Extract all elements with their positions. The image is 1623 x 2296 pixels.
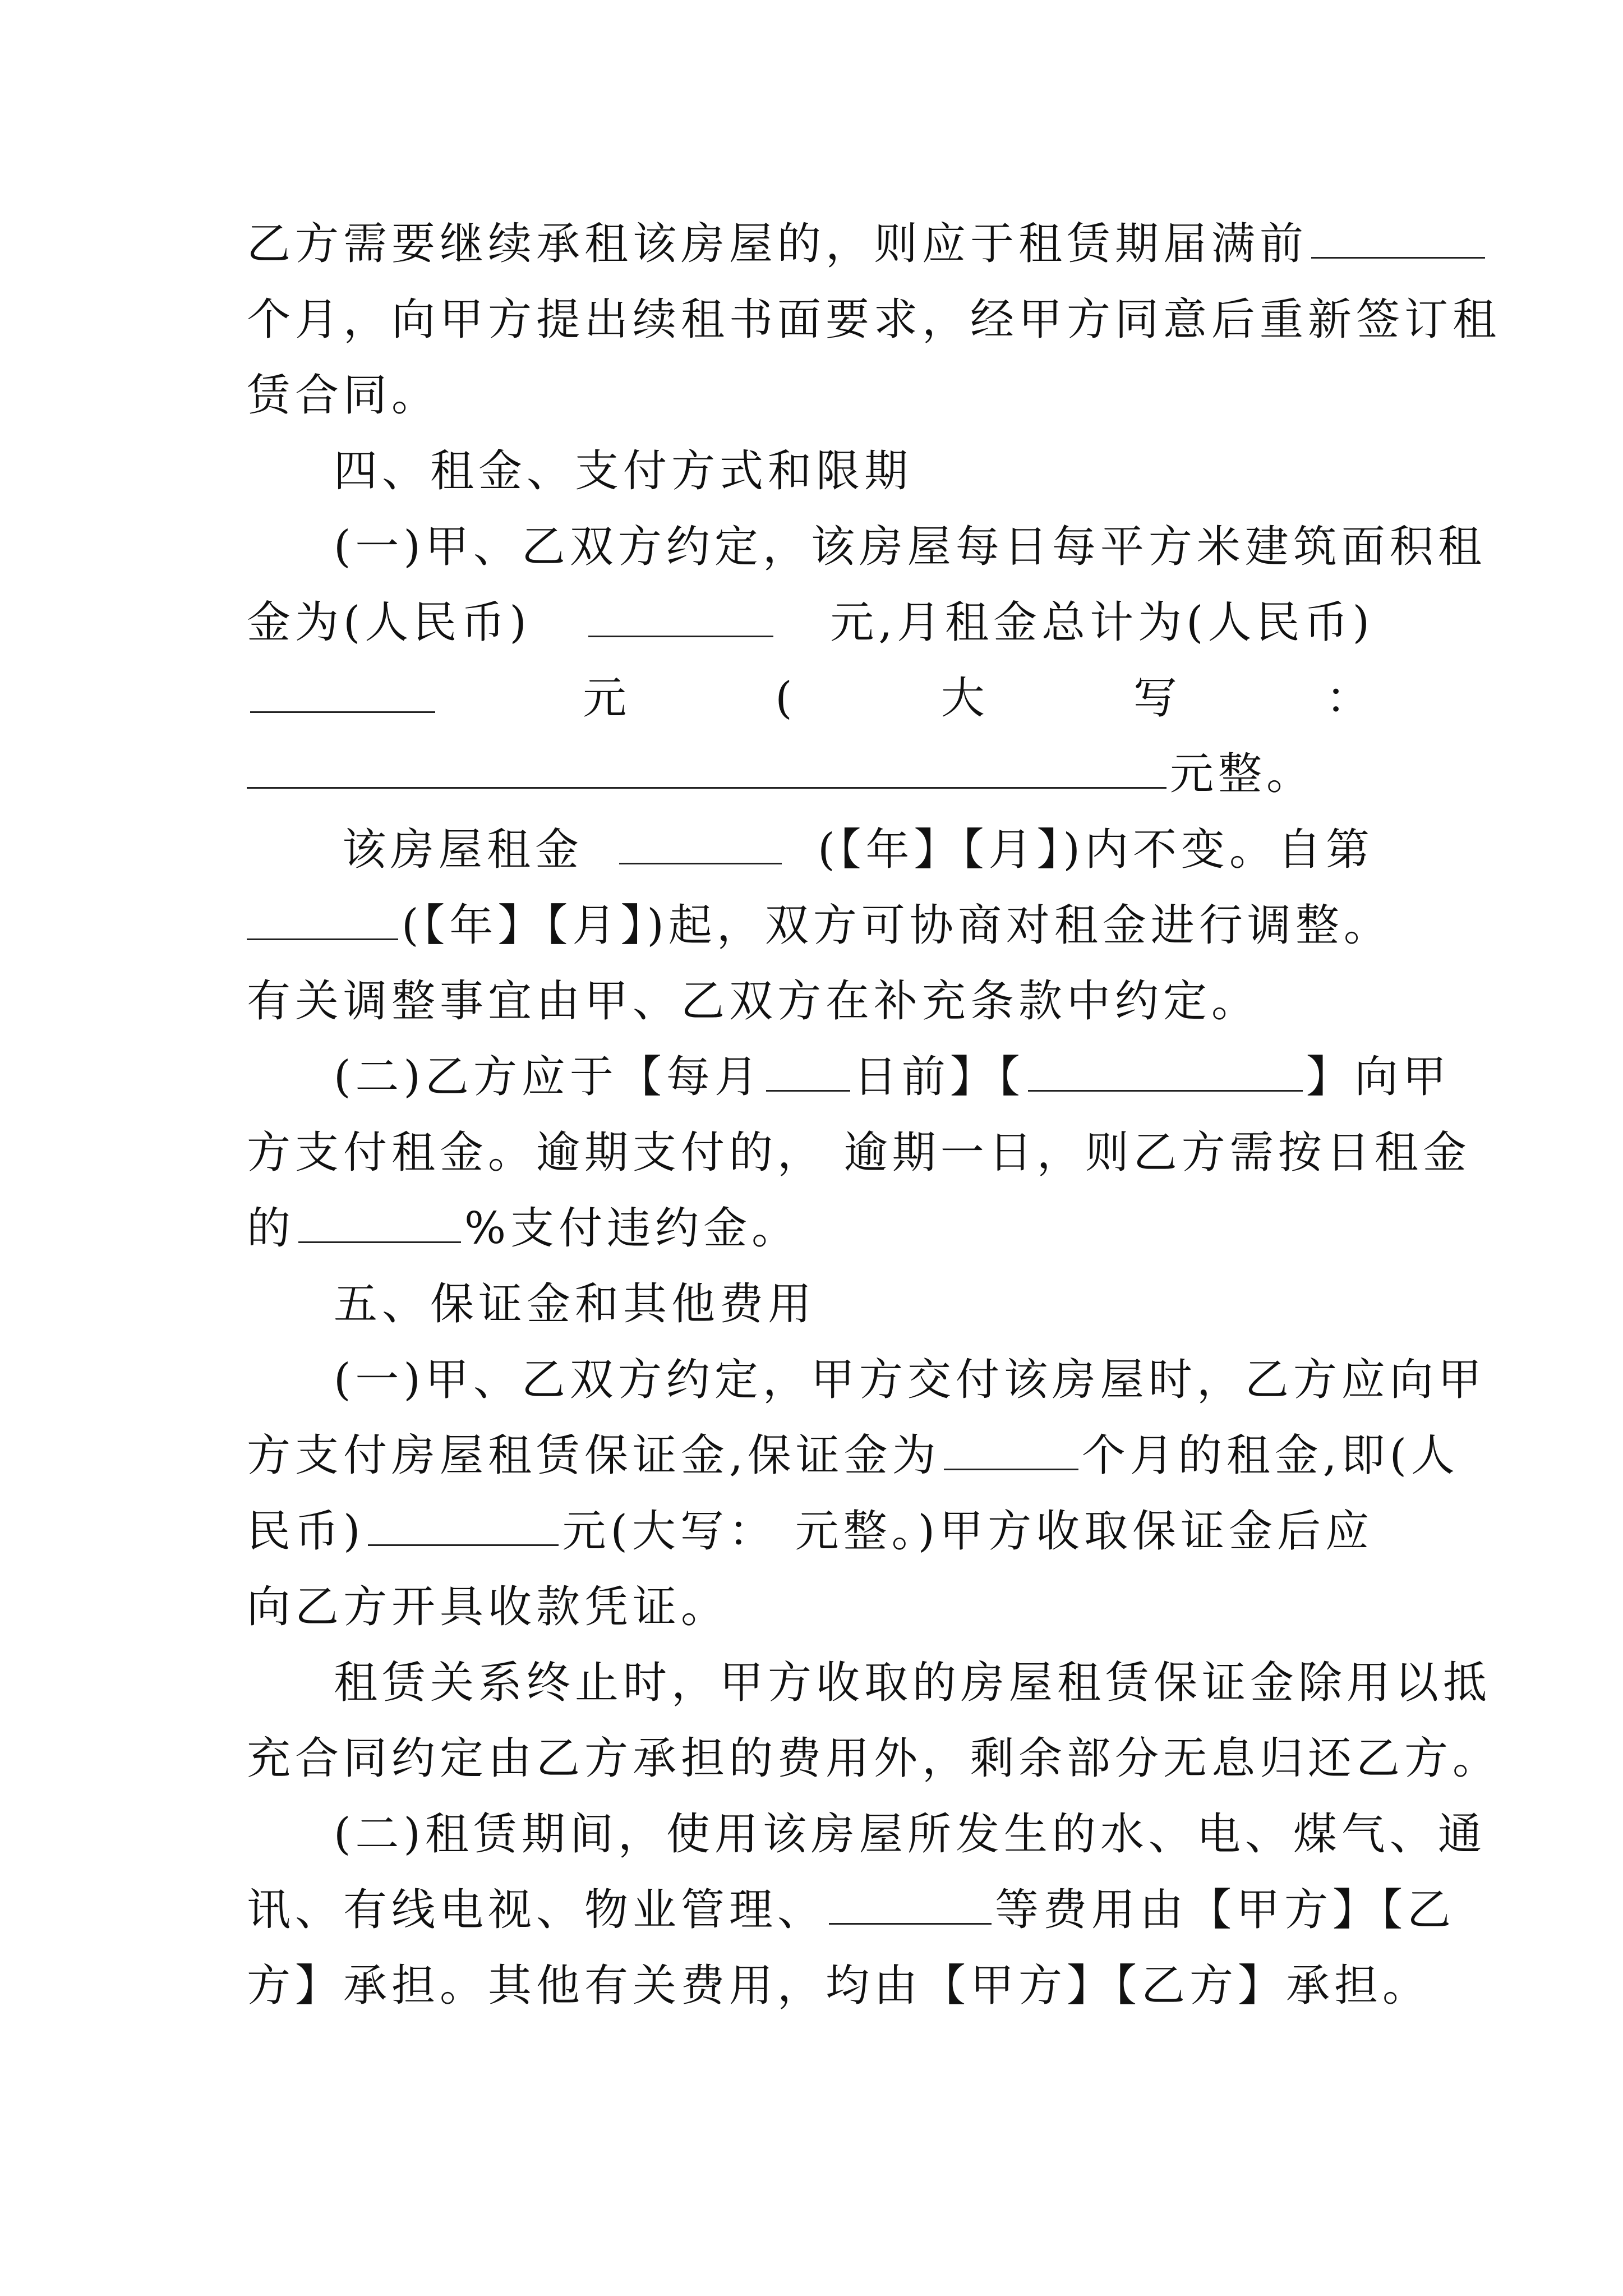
text: (二)租赁期间，使用该房屋所发生的水、电、煤气、通: [334, 1809, 1486, 1860]
rent-fixed-period-line-1: [342, 811, 1374, 889]
payment-other-blank: [1028, 1090, 1303, 1092]
section-heading-deposit: [334, 1265, 1374, 1343]
rent-clause-line-1: [334, 508, 1486, 586]
text: 】向甲: [1306, 1052, 1451, 1102]
text: 民币): [247, 1506, 365, 1557]
fixed-period-blank: [619, 863, 782, 864]
fees-clause-line-1: [334, 1795, 1486, 1874]
deposit-return-line-2: [247, 1719, 1501, 1798]
text: 方支付租金。逾期支付的， 逾期一日，则乙方需按日租金: [247, 1128, 1471, 1178]
text: (【年】【月】)起，双方可协商对租金进行调整。: [402, 900, 1392, 951]
text: 该房屋租金: [342, 825, 584, 875]
text: 租赁关系终止时，甲方收取的房屋租赁保证金除用以抵: [334, 1658, 1492, 1708]
text: (二)乙方应于【每月: [334, 1052, 763, 1102]
text: 金为(人民币): [247, 597, 531, 648]
penalty-percent-blank: [298, 1241, 461, 1243]
payment-clause-line-1: [334, 1038, 1451, 1116]
payment-clause-line-3: [247, 1189, 1374, 1268]
renewal-notice-line-2: [247, 280, 1501, 359]
text: 方】承担。其他有关费用，均由【甲方】【乙方】承担。: [247, 1961, 1431, 2011]
rent-in-words-blank: [247, 787, 1166, 789]
deposit-clause-line-3: [247, 1492, 1374, 1571]
text: 日前】【: [853, 1052, 1025, 1102]
heading-text: 四、租金、支付方式和限期: [334, 446, 913, 496]
renewal-notice-line-1: [247, 205, 1374, 283]
rent-fixed-period-line-2: [247, 886, 1392, 965]
text: 有关调整事宜由甲、乙双方在补充条款中约定。: [247, 976, 1260, 1027]
text: 元整。: [1170, 749, 1315, 799]
text: 赁合同。: [247, 370, 440, 421]
monthly-rent-blank: [250, 711, 435, 713]
payment-day-blank: [766, 1090, 850, 1092]
text: ：: [1325, 673, 1374, 724]
renewal-notice-line-3: [247, 356, 1374, 435]
deposit-clause-line-4: [247, 1568, 1374, 1646]
text: 讯、有线电视、物业管理、: [247, 1885, 826, 1935]
text: 个月的租金,即(人: [1081, 1430, 1460, 1481]
text: %支付违约金。: [464, 1203, 800, 1254]
renewal-months-blank: [1311, 257, 1485, 259]
text: (一)甲、乙双方约定，甲方交付该房屋时，乙方应向甲: [334, 1355, 1486, 1405]
text: 等费用由【甲方】【乙: [995, 1885, 1456, 1935]
rent-clause-line-3: [247, 659, 1374, 738]
text: 乙方需要继续承租该房屋的，则应于租赁期届满前: [247, 219, 1308, 269]
daily-rent-blank: [588, 636, 773, 637]
deposit-clause-line-2: [247, 1416, 1460, 1495]
fees-clause-line-2: [247, 1871, 1456, 1949]
text: 向乙方开具收款凭证。: [247, 1582, 730, 1632]
section-heading-rent: [334, 432, 1374, 510]
text: 写: [1133, 673, 1182, 724]
payment-clause-line-2: [247, 1114, 1471, 1192]
text: 元(大写： 元整。)甲方收取保证金后应: [562, 1506, 1374, 1557]
fees-clause-line-3: [247, 1947, 1431, 2025]
deposit-clause-line-1: [334, 1341, 1486, 1419]
text: 充合同约定由乙方承担的费用外，剩余部分无息归还乙方。: [247, 1733, 1501, 1784]
rent-clause-line-4: [247, 735, 1374, 813]
text: 的: [247, 1203, 296, 1254]
deposit-amount-blank: [368, 1544, 559, 1546]
text: (一)甲、乙双方约定，该房屋每日每平方米建筑面积租: [334, 522, 1486, 572]
text: 元: [583, 673, 631, 724]
rent-clause-line-2: [247, 583, 1374, 662]
text: 大: [940, 673, 989, 724]
other-fees-blank: [829, 1923, 992, 1925]
adjust-start-blank: [247, 938, 398, 940]
text: 个月，向甲方提出续租书面要求，经甲方同意后重新签订租: [247, 295, 1501, 345]
text: 元,月租金总计为(人民币): [830, 597, 1374, 648]
text: 方支付房屋租赁保证金,保证金为: [247, 1430, 940, 1481]
deposit-months-blank: [944, 1469, 1078, 1470]
text: (【年】【月】)内不变。自第: [818, 825, 1374, 875]
text: (: [775, 673, 797, 724]
rent-fixed-period-line-3: [247, 962, 1374, 1041]
heading-text: 五、保证金和其他费用: [334, 1279, 817, 1329]
deposit-return-line-1: [334, 1644, 1492, 1722]
